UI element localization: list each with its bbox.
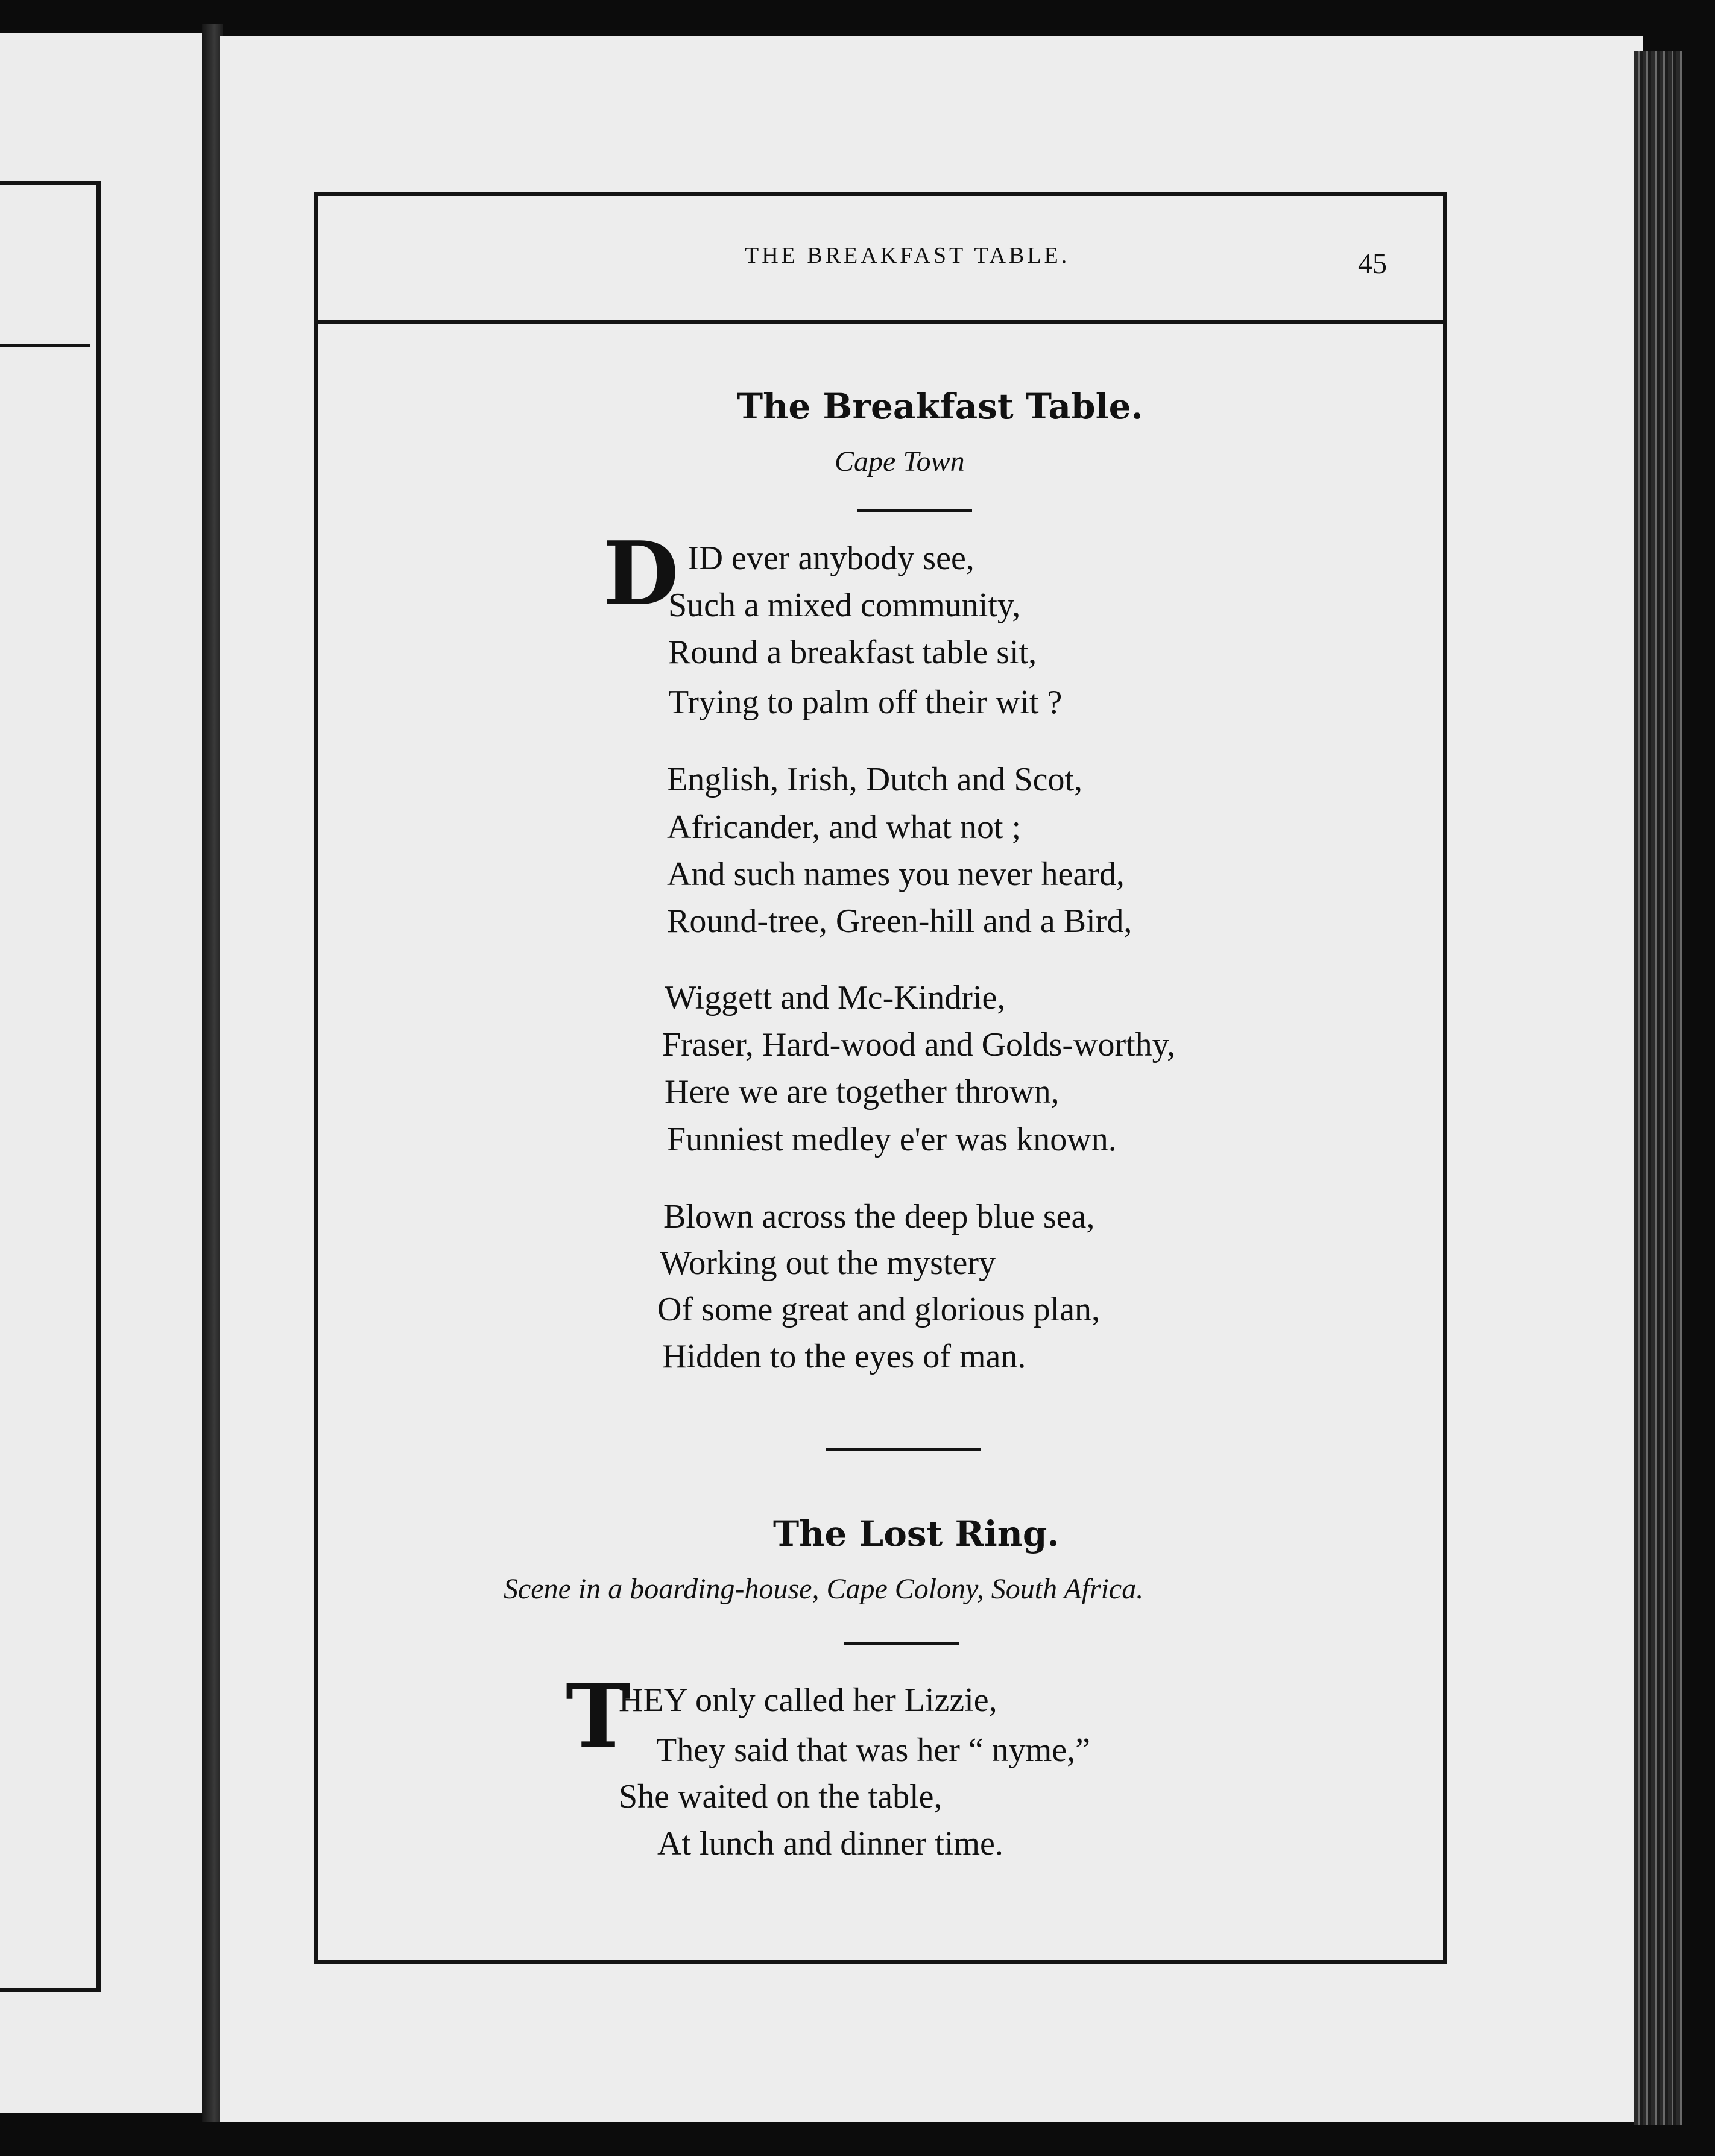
- section-divider-rule: [826, 1448, 981, 1451]
- verse-line: Here we are together thrown,: [665, 1073, 1060, 1111]
- poem-title: The Breakfast Table.: [737, 386, 1143, 427]
- left-page-header-rule: [0, 344, 90, 347]
- verse-line: ID ever anybody see,: [687, 540, 974, 577]
- verse-line: Blown across the deep blue sea,: [663, 1198, 1095, 1235]
- verse-line: Working out the mystery: [660, 1244, 996, 1282]
- verse-line: Round-tree, Green-hill and a Bird,: [667, 903, 1132, 940]
- drop-cap-letter: D: [603, 523, 679, 625]
- page-edges: [1634, 51, 1682, 2125]
- verse-line: They said that was her “ nyme,”: [656, 1732, 1090, 1769]
- title-rule: [844, 1642, 959, 1645]
- verse-line: Trying to palm off their wit ?: [668, 684, 1063, 721]
- verse-line: Africander, and what not ;: [667, 808, 1022, 846]
- verse-line: Fraser, Hard-wood and Golds-worthy,: [662, 1026, 1176, 1064]
- verse-line: Of some great and glorious plan,: [657, 1291, 1101, 1328]
- verse-line: HEY only called her Lizzie,: [619, 1682, 997, 1719]
- verse-line: Such a mixed community,: [668, 587, 1021, 624]
- verse-line: Wiggett and Mc-Kindrie,: [665, 979, 1006, 1017]
- verse-line: Round a breakfast table sit,: [668, 634, 1037, 671]
- verse-line: At lunch and dinner time.: [657, 1825, 1003, 1862]
- page-number: 45: [1358, 248, 1387, 280]
- poem-subtitle: Scene in a boarding-house, Cape Colony, South Africa.: [504, 1573, 1144, 1605]
- poem-title: The Lost Ring.: [773, 1513, 1060, 1554]
- title-rule: [857, 509, 972, 512]
- verse-line: Funniest medley e'er was known.: [667, 1121, 1117, 1158]
- running-head: THE BREAKFAST TABLE.: [745, 243, 1070, 268]
- poem-subtitle: Cape Town: [835, 446, 965, 478]
- drop-cap-letter: T: [566, 1665, 631, 1768]
- verse-line: Hidden to the eyes of man.: [662, 1338, 1026, 1375]
- left-page-frame: [0, 181, 101, 1992]
- left-page: [0, 33, 202, 2113]
- verse-line: English, Irish, Dutch and Scot,: [667, 761, 1083, 798]
- verse-line: She waited on the table,: [619, 1778, 943, 1815]
- header-rule: [314, 320, 1447, 324]
- verse-line: And such names you never heard,: [667, 856, 1125, 893]
